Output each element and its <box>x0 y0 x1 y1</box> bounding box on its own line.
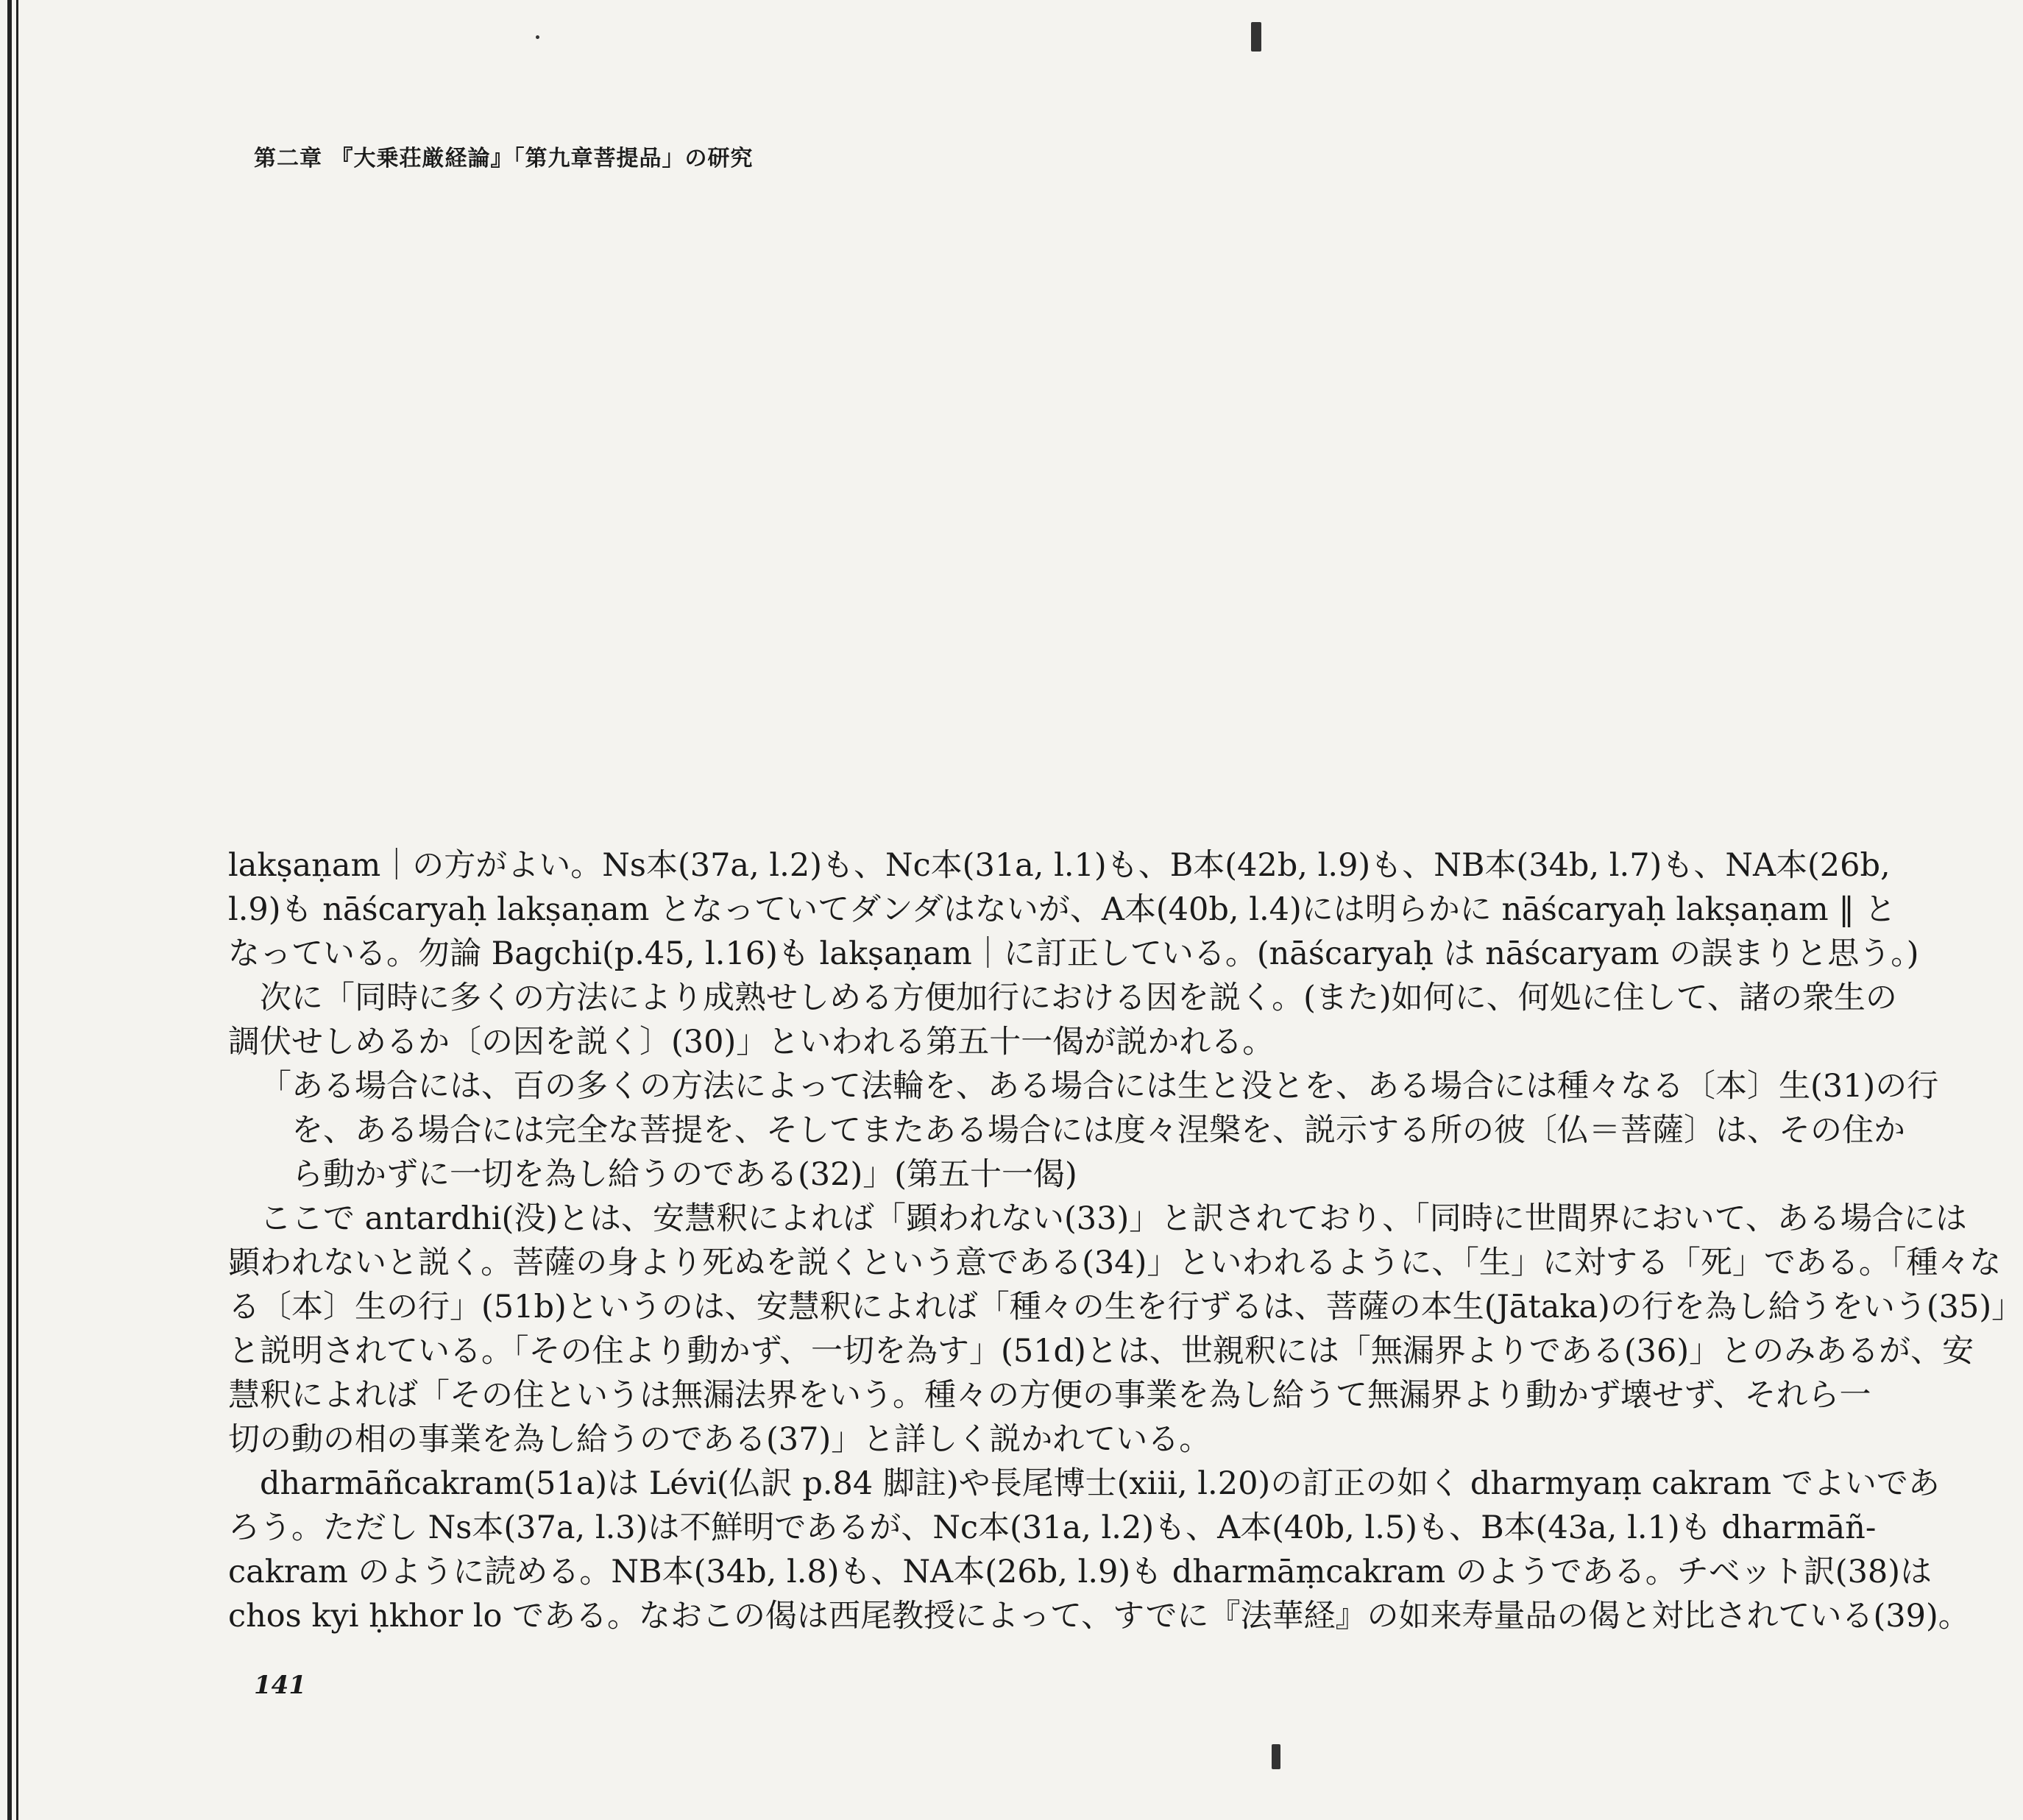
main-text-block <box>228 846 2023 1729</box>
quote-line: 「ある場合には、百の多くの方法によって法輪を、ある場合には生と没とを、ある場合には種々なる〔本〕生(31)の行 <box>260 1068 1939 1105</box>
text-line: 調伏せしめるか〔の因を説く〕(30)」といわれる第五十一偈が説かれる。 <box>228 1024 1275 1061</box>
text-line: 慧釈によれば「その住というは無漏法界をいう。種々の方便の事業を為し給うて無漏界より動かず壊せず、それら一 <box>228 1377 1871 1414</box>
text-line: ろう。ただし Ns本(37a, l.3)は不鮮明であるが、Nc本(31a, l.2)も、A本(40b, l.5)も、B本(43a, l.1)も dharmāñ- <box>228 1509 1877 1546</box>
text-line: lakṣaṇam｜の方がよい。Ns本(37a, l.2)も、Nc本(31a, l.1)も、B本(42b, l.9)も、NB本(34b, l.7)も、NA本(26b, <box>228 847 1891 884</box>
text-line: と説明されている。「その住より動かず、一切を為す」(51d)とは、世親釈には「無漏界よりである(36)」とのみあるが、安 <box>228 1333 1974 1370</box>
quote-line: を、ある場合には完全な菩提を、そしてまたある場合には度々涅槃を、説示する所の彼〔仏＝菩薩〕は、その住か <box>291 1112 1905 1149</box>
text-line: る〔本〕生の行」(51b)というのは、安慧釈によれば「種々の生を行ずるは、菩薩の本生(Jātaka)の行を為し給うをいう(35)」 <box>228 1289 2023 1325</box>
text-line: ここで antardhi(没)とは、安慧釈によれば「顕われない(33)」と訳されており、「同時に世間界において、ある場合には <box>260 1200 1967 1237</box>
scan-speck <box>536 35 539 39</box>
running-header: 第二章 『大乗荘厳経論』「第九章菩提品」の研究 <box>254 146 754 171</box>
text-line: 次に「同時に多くの方法により成熟せしめる方便加行における因を説く。(また)如何に、何処に住して、諸の衆生の <box>260 980 1897 1016</box>
page-number: 141 <box>254 1671 306 1700</box>
text-line: 顕われないと説く。菩薩の身より死ぬを説くという意である(34)」といわれるように、「生」に対する「死」である。「種々な <box>228 1244 2002 1281</box>
text-line: dharmāñcakram(51a)は Lévi(仏訳 p.84 脚註)や長尾博士(xiii, l.20)の訂正の如く dharmyaṃ cakram でよいであ <box>260 1465 1940 1502</box>
binding-edge-line <box>7 0 12 1820</box>
binding-edge-line-2 <box>16 0 18 1820</box>
text-line: l.9)も nāścaryaḥ lakṣaṇam となっていてダンダはないが、A本(40b, l.4)には明らかに nāścaryaḥ lakṣaṇam ‖ と <box>228 891 1896 928</box>
text-line: 切の動の相の事業を為し給うのである(37)」と詳しく説かれている。 <box>228 1421 1211 1458</box>
quote-line: ら動かずに一切を為し給うのである(32)」(第五十一偈) <box>291 1156 1077 1193</box>
scan-speck <box>1272 1744 1280 1769</box>
text-line: chos kyi ḥkhor lo である。なおこの偈は西尾教授によって、すでに『法華経』の如来寿量品の偈と対比されている(39)。 <box>228 1598 1970 1635</box>
scan-speck <box>1251 22 1261 52</box>
text-line: cakram のように読める。NB本(34b, l.8)も、NA本(26b, l.9)も dharmāṃcakram のようである。チベット訳(38)は <box>228 1554 1932 1590</box>
text-line: なっている。勿論 Bagchi(p.45, l.16)も lakṣaṇam｜に訂正している。(nāścaryaḥ は nāścaryam の誤まりと思う。) <box>228 935 1919 972</box>
